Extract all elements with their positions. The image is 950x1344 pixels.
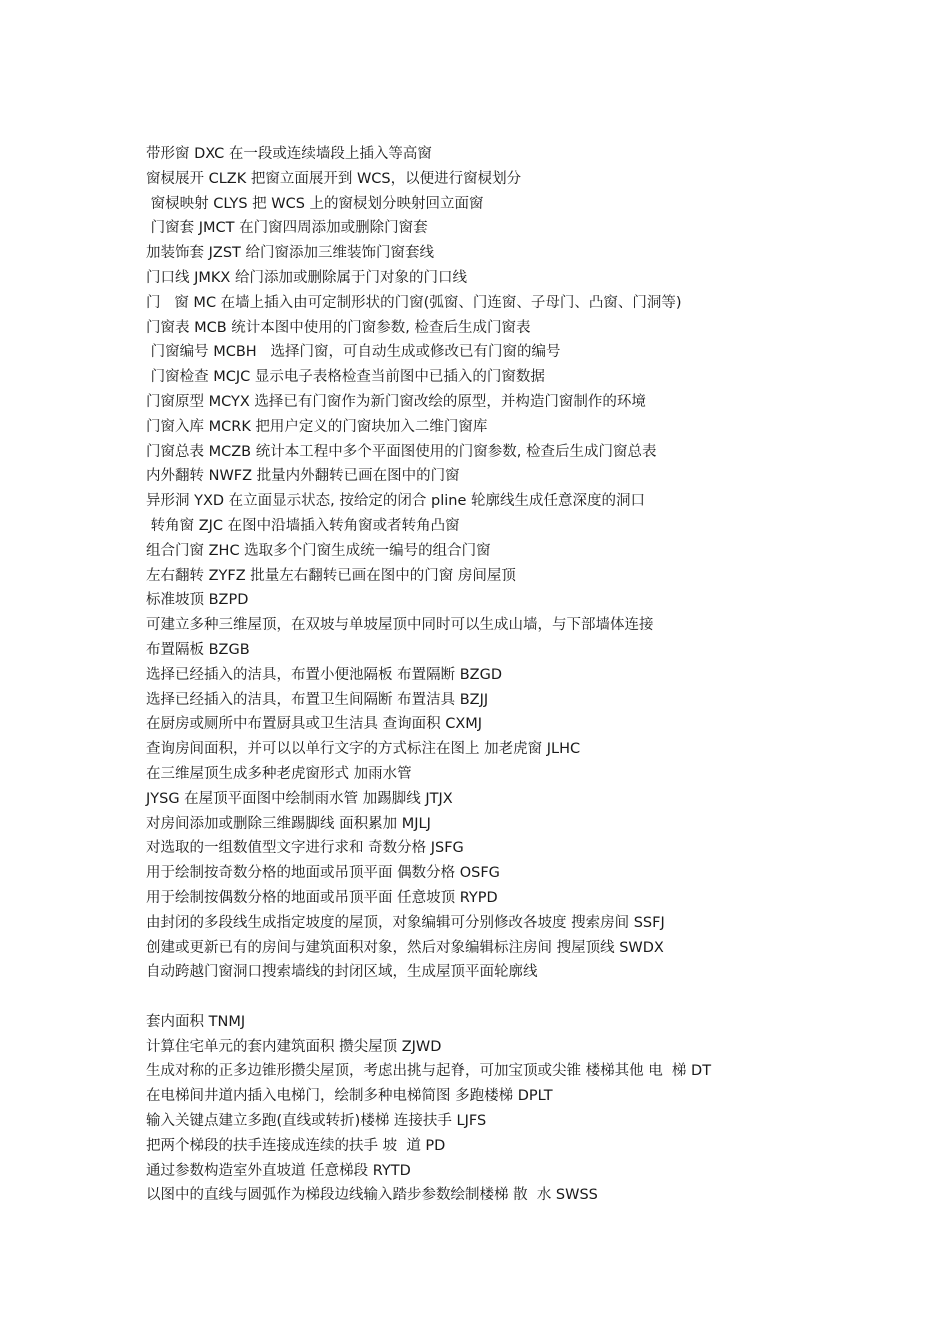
- text-line: 门口线 JMKX 给门添加或删除属于门对象的门口线: [146, 269, 467, 286]
- text-line: 异形洞 YXD 在立面显示状态, 按给定的闭合 pline 轮廓线生成任意深度的洞口: [146, 493, 645, 510]
- text-line: 通过参数构造室外直坡道 任意梯段 RYTD: [146, 1162, 411, 1179]
- text-block-area-stairs: [146, 1010, 906, 1208]
- text-line: 计算住宅单元的套内建筑面积 攒尖屋顶 ZJWD: [146, 1038, 442, 1055]
- text-line: 可建立多种三维屋顶，在双坡与单坡屋顶中同时可以生成山墙，与下部墙体连接: [146, 617, 654, 634]
- document-body: [146, 142, 906, 1208]
- text-line: 对房间添加或删除三维踢脚线 面积累加 MJLJ: [146, 815, 431, 832]
- text-line: 门 窗 MC 在墙上插入由可定制形状的门窗(弧窗、门连窗、子母门、凸窗、门洞等): [146, 294, 682, 311]
- text-line: 生成对称的正多边锥形攒尖屋顶，考虑出挑与起脊，可加宝顶或尖锥 楼梯其他 电 梯 DT: [146, 1063, 712, 1080]
- text-line: 窗棂映射 CLYS 把 WCS 上的窗棂划分映射回立面窗: [146, 195, 484, 212]
- text-line: 加装饰套 JZST 给门窗添加三维装饰门窗套线: [146, 245, 434, 262]
- text-line: 门窗检查 MCJC 显示电子表格检查当前图中已插入的门窗数据: [146, 369, 545, 386]
- text-line: 套内面积 TNMJ: [146, 1013, 246, 1030]
- text-line: 在厨房或厕所中布置厨具或卫生洁具 查询面积 CXMJ: [146, 716, 483, 733]
- text-line: 在电梯间井道内插入电梯门，绘制多种电梯简图 多跑楼梯 DPLT: [146, 1088, 553, 1105]
- text-line: 以图中的直线与圆弧作为梯段边线输入踏步参数绘制楼梯 散 水 SWSS: [146, 1187, 598, 1204]
- text-line: 选择已经插入的洁具，布置小便池隔板 布置隔断 BZGD: [146, 666, 502, 683]
- text-line: 门窗入库 MCRK 把用户定义的门窗块加入二维门窗库: [146, 418, 488, 435]
- text-line: 门窗原型 MCYX 选择已有门窗作为新门窗改绘的原型，并构造门窗制作的环境: [146, 393, 646, 410]
- text-line: 窗棂展开 CLZK 把窗立面展开到 WCS，以便进行窗棂划分: [146, 170, 522, 187]
- text-line: 查询房间面积，并可以以单行文字的方式标注在图上 加老虎窗 JLHC: [146, 741, 581, 758]
- text-line: 门窗套 JMCT 在门窗四周添加或删除门窗套: [146, 220, 428, 237]
- text-line: 组合门窗 ZHC 选取多个门窗生成统一编号的组合门窗: [146, 542, 491, 559]
- text-line: 在三维屋顶生成多种老虎窗形式 加雨水管: [146, 765, 412, 782]
- text-line: 带形窗 DXC 在一段或连续墙段上插入等高窗: [146, 146, 432, 162]
- text-line: 由封闭的多段线生成指定坡度的屋顶，对象编辑可分别修改各坡度 搜索房间 SSFJ: [146, 914, 665, 931]
- text-line: 门窗表 MCB 统计本图中使用的门窗参数, 检查后生成门窗表: [146, 319, 531, 336]
- text-line: 用于绘制按奇数分格的地面或吊顶平面 偶数分格 OSFG: [146, 865, 500, 882]
- text-block-windows-rooms: [146, 142, 906, 985]
- text-line: 布置隔板 BZGB: [146, 641, 250, 658]
- text-line: 选择已经插入的洁具，布置卫生间隔断 布置洁具 BZJJ: [146, 691, 489, 708]
- text-line: 标准坡顶 BZPD: [146, 592, 249, 609]
- text-line: 创建或更新已有的房间与建筑面积对象，然后对象编辑标注房间 搜屋顶线 SWDX: [146, 939, 664, 956]
- paragraph-spacer: [146, 985, 906, 1010]
- text-line: 自动跨越门窗洞口搜索墙线的封闭区域，生成屋顶平面轮廓线: [146, 964, 538, 981]
- text-line: 门窗总表 MCZB 统计本工程中多个平面图使用的门窗参数, 检查后生成门窗总表: [146, 443, 657, 460]
- text-line: 转角窗 ZJC 在图中沿墙插入转角窗或者转角凸窗: [146, 517, 460, 534]
- text-line: 把两个梯段的扶手连接成连续的扶手 坡 道 PD: [146, 1137, 446, 1154]
- text-line: 左右翻转 ZYFZ 批量左右翻转已画在图中的门窗 房间屋顶: [146, 567, 516, 584]
- text-line: 对选取的一组数值型文字进行求和 奇数分格 JSFG: [146, 840, 464, 857]
- text-line: 输入关键点建立多跑(直线或转折)楼梯 连接扶手 LJFS: [146, 1113, 487, 1130]
- text-line: JYSG 在屋顶平面图中绘制雨水管 加踢脚线 JTJX: [146, 790, 453, 807]
- text-line: 门窗编号 MCBH 选择门窗，可自动生成或修改已有门窗的编号: [146, 344, 561, 361]
- text-line: 用于绘制按偶数分格的地面或吊顶平面 任意坡顶 RYPD: [146, 889, 498, 906]
- text-line: 内外翻转 NWFZ 批量内外翻转已画在图中的门窗: [146, 468, 460, 485]
